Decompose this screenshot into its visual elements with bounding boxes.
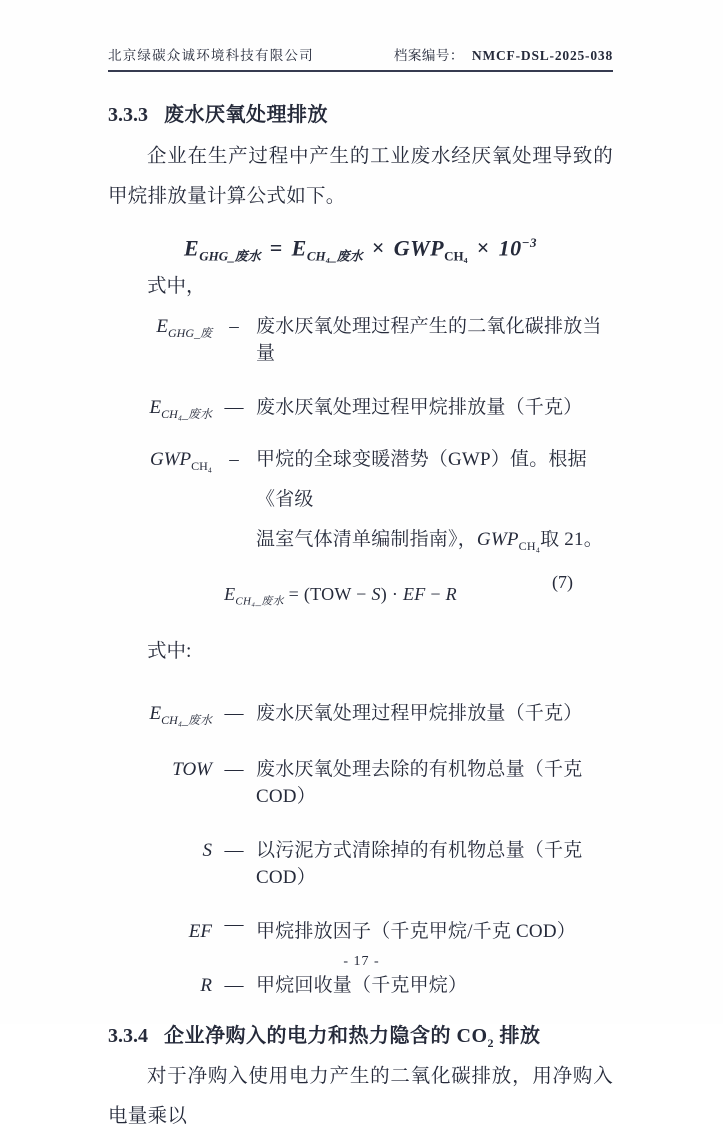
formula-subscript: CH₄ <box>444 248 468 264</box>
definition-row-ech4 <box>108 392 613 422</box>
section-number: 3.3.4 <box>108 1025 148 1048</box>
definition-row-tow <box>108 754 613 808</box>
definition-dash: — <box>224 914 244 936</box>
definition-description: 废水厌氧处理过程产生的二氧化碳排放当量 <box>256 316 602 364</box>
formula-subscript: GHG_废水 <box>199 248 261 264</box>
section-number: 3.3.3 <box>108 104 148 126</box>
paragraph-334: 对于净购入使用电力产生的二氧化碳排放，用净购入电量乘以 <box>108 1066 613 1128</box>
definition-dash: — <box>224 397 244 418</box>
definition-row-r <box>108 970 613 997</box>
multiply-sign: × <box>371 235 385 261</box>
archive-number: NMCF-DSL-2025-038 <box>471 48 613 63</box>
page-header <box>108 44 613 72</box>
section-333-heading <box>108 98 613 127</box>
definition-description: 废水厌氧处理去除的有机物总量（千克 COD） <box>256 759 583 808</box>
definition-term: $E_{GHG\_废}$ <box>156 316 212 340</box>
company-name: 北京绿碳众诚环境科技有限公司 <box>108 48 314 63</box>
definition-row-ef <box>108 916 613 943</box>
multiply-sign: × <box>476 235 490 261</box>
definition-description <box>256 440 613 566</box>
paragraph-333: 企业在生产过程中产生的工业废水经厌氧处理导致的甲烷排放量计算公式如下。 <box>108 146 613 207</box>
where-label-2: 式中: <box>147 640 192 662</box>
formula-term: GWP <box>393 235 445 261</box>
equation-number: (7) <box>552 571 573 592</box>
section-334-heading <box>108 1019 613 1051</box>
definition-dash: — <box>224 840 244 862</box>
definition-dash: — <box>224 975 244 997</box>
definition-term: EF <box>188 921 212 943</box>
definition-term: $GWP_{CH_4}$ <box>149 448 212 473</box>
definition-term: $E_{CH_4\_废水}$ <box>149 397 212 421</box>
definition-term: R <box>200 975 212 997</box>
section-title: 废水厌氧处理排放 <box>164 104 328 126</box>
definition-term: TOW <box>172 759 212 781</box>
definition-description: 以污泥方式清除掉的有机物总量（千克 COD） <box>256 840 583 889</box>
page-number: - 17 - <box>343 954 380 969</box>
definition-row-ech4-2 <box>108 698 613 728</box>
archive-label: 档案编号： <box>393 48 464 63</box>
definition-term: S <box>202 840 212 862</box>
definition-row-gwp <box>108 440 613 566</box>
where-label-1: 式中， <box>147 276 206 297</box>
description-line-2: 温室气体清单编制指南》，$GWP_{CH_4}$取 21。 <box>256 528 603 553</box>
definition-dash: – <box>229 316 239 337</box>
definition-description: 废水厌氧处理过程甲烷排放量（千克） <box>256 702 583 724</box>
formula-term: E <box>184 235 200 261</box>
formula-ch4-wastewater: $E_{CH_4\_废水} = (TOW - S)$ · EF − R <box>224 583 457 608</box>
definition-dash: – <box>229 448 239 470</box>
formula-exponent: −3 <box>521 235 537 250</box>
definition-dash: — <box>224 702 244 724</box>
definition-description: 甲烷排放因子（千克甲烷/千克 COD） <box>256 921 576 943</box>
definition-row-s <box>108 835 613 889</box>
equals-sign: = <box>269 235 283 261</box>
definition-description: 废水厌氧处理过程甲烷排放量（千克） <box>256 397 583 418</box>
definition-dash: — <box>224 759 244 781</box>
definition-row-eghg <box>108 311 613 365</box>
equation-7-block <box>108 571 613 610</box>
formula-ghg-wastewater <box>108 223 613 263</box>
archive-number-block <box>394 44 613 64</box>
formula-term: E <box>224 583 236 604</box>
description-line-1: 甲烷的全球变暖潜势（GWP）值。根据《省级 <box>256 448 587 510</box>
formula-term: E <box>291 235 307 261</box>
formula-subscript: CH₄_废水 <box>306 248 363 264</box>
definition-description: 甲烷回收量（千克甲烷） <box>256 975 468 997</box>
formula-subscript: CH₄_废水 <box>235 595 284 608</box>
formula-term: 10 <box>498 235 522 261</box>
definition-term: $E_{CH_4\_废水}$ <box>149 702 212 727</box>
section-title: 企业净购入的电力和热力隐含的 $CO_2$ 排放 <box>164 1025 541 1051</box>
